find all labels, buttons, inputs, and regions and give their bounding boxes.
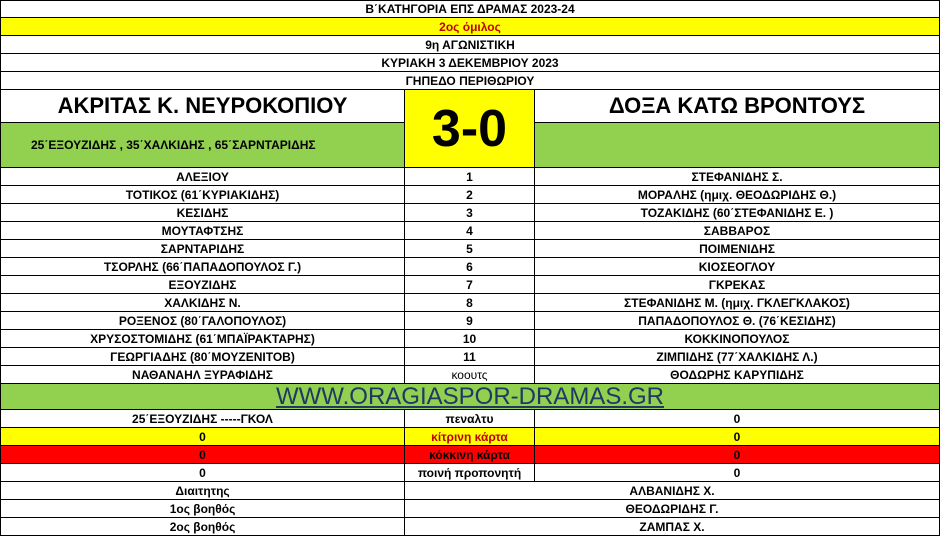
home-player: ΤΣΟΡΛΗΣ (66΄ΠΑΠΑΔΟΠΟΥΛΟΣ Γ.) [0, 258, 405, 276]
header-category-row [0, 0, 940, 18]
home-player: ΡΟΞΕΝΟΣ (80΄ΓΑΛΟΠΟΥΛΟΣ) [0, 312, 405, 330]
stats-row [0, 464, 940, 482]
lineup-row [0, 222, 940, 240]
home-stat-value: 25΄ΕΞΟΥΖΙΔΗΣ -----ΓΚΟΛ [0, 410, 405, 428]
home-player: ΕΞΟΥΖΙΔΗΣ [0, 276, 405, 294]
away-player: ΖΙΜΠΙΔΗΣ (77΄ΧΑΛΚΙΔΗΣ Λ.) [535, 348, 940, 366]
away-player: ΣΑΒΒΑΡΟΣ [535, 222, 940, 240]
lineup-row [0, 348, 940, 366]
official-role: Διαιτητης [0, 482, 405, 500]
stat-label: πεναλτυ [405, 410, 535, 428]
stat-label: κίτρινη κάρτα [405, 428, 535, 446]
home-coach: ΝΑΘΑΝΑΗΛ ΞΥΡΑΦΙΔΗΣ [0, 366, 405, 384]
stat-label: ποινή προπονητή [405, 464, 535, 482]
away-player: ΓΚΡΕΚΑΣ [535, 276, 940, 294]
coaches-row [0, 366, 940, 384]
official-role: 2ος βοηθός [0, 518, 405, 536]
lineup-row [0, 312, 940, 330]
shirt-number: 5 [405, 240, 535, 258]
away-player: ΤΟΖΑΚΙΔΗΣ (60΄ΣΤΕΦΑΝΙΔΗΣ Ε. ) [535, 204, 940, 222]
away-player: ΜΟΡΑΛΗΣ (ημιχ. ΘΕΟΔΩΡΙΔΗΣ Θ.) [535, 186, 940, 204]
header-matchday-row [0, 36, 940, 54]
stats-row [0, 428, 940, 446]
away-player: ΚΟΚΚΙΝΟΠΟΥΛΟΣ [535, 330, 940, 348]
lineup-row [0, 240, 940, 258]
stat-label: κόκκινη κάρτα [405, 446, 535, 464]
lineup-row [0, 186, 940, 204]
home-player: ΜΟΥΤΑΦΤΣΗΣ [0, 222, 405, 240]
lineup-row [0, 168, 940, 186]
score-block [0, 90, 940, 168]
official-row [0, 518, 940, 536]
away-player: ΠΑΠΑΔΟΠΟΥΛΟΣ Θ. (76΄ΚΕΣΙΔΗΣ) [535, 312, 940, 330]
official-name: ΘΕΟΔΩΡΙΔΗΣ Γ. [405, 500, 940, 518]
home-scorers: 25΄ΕΞΟΥΖΙΔΗΣ , 35΄ΧΑΛΚΙΔΗΣ , 65΄ΣΑΡΝΤΑΡΙΔΗΣ [0, 123, 405, 168]
stats-row [0, 410, 940, 428]
shirt-number: 3 [405, 204, 535, 222]
shirt-number: 9 [405, 312, 535, 330]
final-score: 3-0 [405, 90, 535, 168]
coach-label: κοουτς [405, 366, 535, 384]
home-player: ΚΕΣΙΔΗΣ [0, 204, 405, 222]
away-player: ΠΟΙΜΕΝΙΔΗΣ [535, 240, 940, 258]
officials-table [0, 482, 940, 536]
header-venue-row [0, 72, 940, 90]
home-stat-value: 0 [0, 464, 405, 482]
website-row [0, 384, 940, 410]
header-date-row [0, 54, 940, 72]
away-player: ΣΤΕΦΑΝΙΔΗΣ Σ. [535, 168, 940, 186]
official-role: 1ος βοηθός [0, 500, 405, 518]
shirt-number: 1 [405, 168, 535, 186]
match-date: ΚΥΡΙΑΚΗ 3 ΔΕΚΕΜΒΡΙΟΥ 2023 [0, 54, 940, 72]
home-player: ΧΡΥΣΟΣΤΟΜΙΔΗΣ (61΄ΜΠΑΪΡΑΚΤΑΡΗΣ) [0, 330, 405, 348]
shirt-number: 11 [405, 348, 535, 366]
match-venue: ΓΗΠΕΔΟ ΠΕΡΙΘΩΡΙΟΥ [0, 72, 940, 90]
shirt-number: 8 [405, 294, 535, 312]
official-row [0, 500, 940, 518]
away-coach: ΘΟΔΩΡΗΣ ΚΑΡΥΠΙΔΗΣ [535, 366, 940, 384]
lineup-row [0, 258, 940, 276]
home-player: ΣΑΡΝΤΑΡΙΔΗΣ [0, 240, 405, 258]
stats-row [0, 446, 940, 464]
official-row [0, 482, 940, 500]
official-name: ΑΛΒΑΝΙΔΗΣ Χ. [405, 482, 940, 500]
shirt-number: 4 [405, 222, 535, 240]
away-stat-value: 0 [535, 410, 940, 428]
lineup-row [0, 294, 940, 312]
header-group-row [0, 18, 940, 36]
home-player: ΧΑΛΚΙΔΗΣ Ν. [0, 294, 405, 312]
away-team-name: ΔΟΞΑ ΚΑΤΩ ΒΡΟΝΤΟΥΣ [535, 90, 940, 123]
lineup-row [0, 276, 940, 294]
home-player: ΓΕΩΡΓΙΑΔΗΣ (80΄ΜΟΥΖΕΝΙΤΟΒ) [0, 348, 405, 366]
stats-table [0, 410, 940, 482]
away-stat-value: 0 [535, 464, 940, 482]
home-stat-value: 0 [0, 428, 405, 446]
away-scorers [535, 123, 940, 168]
shirt-number: 10 [405, 330, 535, 348]
matchday-title: 9η ΑΓΩΝΙΣΤΙΚΗ [0, 36, 940, 54]
home-stat-value: 0 [0, 446, 405, 464]
lineup-row [0, 204, 940, 222]
shirt-number: 7 [405, 276, 535, 294]
website-link[interactable]: WWW.ORAGIASPOR-DRAMAS.GR [0, 384, 940, 410]
shirt-number: 2 [405, 186, 535, 204]
group-title: 2ος όμιλος [0, 18, 940, 36]
lineup-table [0, 168, 940, 366]
away-stat-value: 0 [535, 446, 940, 464]
official-name: ΖΑΜΠΑΣ Χ. [405, 518, 940, 536]
away-player: ΚΙΟΣΕΟΓΛΟΥ [535, 258, 940, 276]
category-title: Β΄ΚΑΤΗΓΟΡΙΑ ΕΠΣ ΔΡΑΜΑΣ 2023-24 [0, 0, 940, 18]
home-player: ΤΟΤΙΚΟΣ (61΄ΚΥΡΙΑΚΙΔΗΣ) [0, 186, 405, 204]
shirt-number: 6 [405, 258, 535, 276]
away-stat-value: 0 [535, 428, 940, 446]
home-team-name: ΑΚΡΙΤΑΣ Κ. ΝΕΥΡΟΚΟΠΙΟΥ [0, 90, 405, 123]
away-player: ΣΤΕΦΑΝΙΔΗΣ Μ. (ημιχ. ΓΚΛΕΓΚΛΑΚΟΣ) [535, 294, 940, 312]
lineup-row [0, 330, 940, 348]
home-player: ΑΛΕΞΙΟΥ [0, 168, 405, 186]
